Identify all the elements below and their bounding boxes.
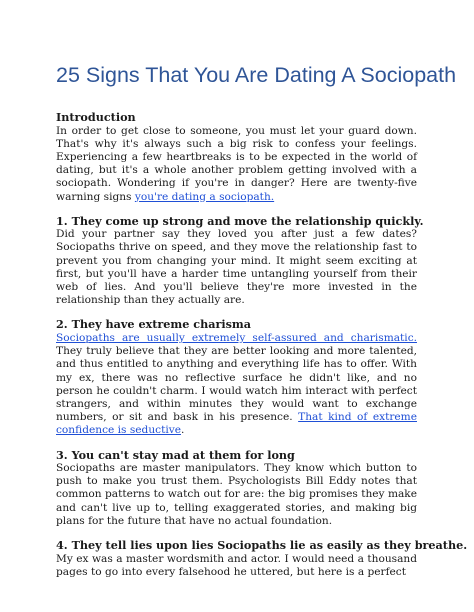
confidence-seductive-link[interactable]: That kind of extreme confidence is seductive [56, 411, 417, 437]
section-2-end: . [180, 424, 185, 437]
section-3 [56, 448, 417, 529]
section-2-heading: 2. They have extreme charisma [56, 317, 251, 332]
section-2-paragraph [56, 332, 417, 438]
intro-paragraph [56, 125, 417, 204]
intro-text: In order to get close to someone, you must let your guard down. That's why it's always such a big risk to confess your feelings. Experiencing a few heartbreaks is to be expected in the world of dating, but it's a whole another problem getting involved with a sociopath. Wondering if you're in danger? Here are twenty-five warning signs [56, 124, 417, 203]
section-4 [56, 538, 468, 579]
section-1-paragraph: Did your partner say they loved you after just a few dates? Sociopaths thrive on speed, and they move the relationship fast to prevent you from changing your mind. It might seem exciting at first, but you'll have a harder time untangling yourself from their web of lies. And you'll believe they're more invested in the relationship than they actually are. [56, 228, 417, 307]
dating-sociopath-link[interactable]: you're dating a sociopath. [134, 190, 275, 203]
section-3-paragraph: Sociopaths are master manipulators. They know which button to push to make you trust them. Psychologists Bill Eddy notes that common patterns to watch out for are: the big promises they make and can't live up to, telling exaggerated stories, and making big plans for the future that have no actual foundation. [56, 462, 417, 527]
section-2 [56, 317, 417, 437]
charismatic-link[interactable]: Sociopaths are usually extremely self-assured and charismatic. [56, 331, 417, 344]
document-title: 25 Signs That You Are Dating A Sociopath [56, 63, 457, 87]
intro-heading: Introduction [56, 110, 136, 124]
section-4-paragraph: My ex was a master wordsmith and actor. I would need a thousand pages to go into every falsehood he uttered, but here is a perfect [56, 552, 417, 578]
section-2-text: They truly believe that they are better looking and more talented, and thus entitled to anything and everything life has to offer. With my ex, there was no reflective surface he didn't like, and no person he couldn't charm. I would watch him interact with perfect strangers, and within minutes they would want to exchange numbers, or sit and bask in his presence. [56, 345, 417, 424]
section-1-heading: 1. They come up strong and move the relationship quickly. [56, 213, 424, 228]
section-4-heading: 4. They tell lies upon lies Sociopaths lie as easily as they breathe. [56, 538, 468, 553]
section-1 [56, 213, 424, 308]
section-3-heading: 3. You can't stay mad at them for long [56, 447, 295, 462]
intro-section [56, 110, 417, 204]
